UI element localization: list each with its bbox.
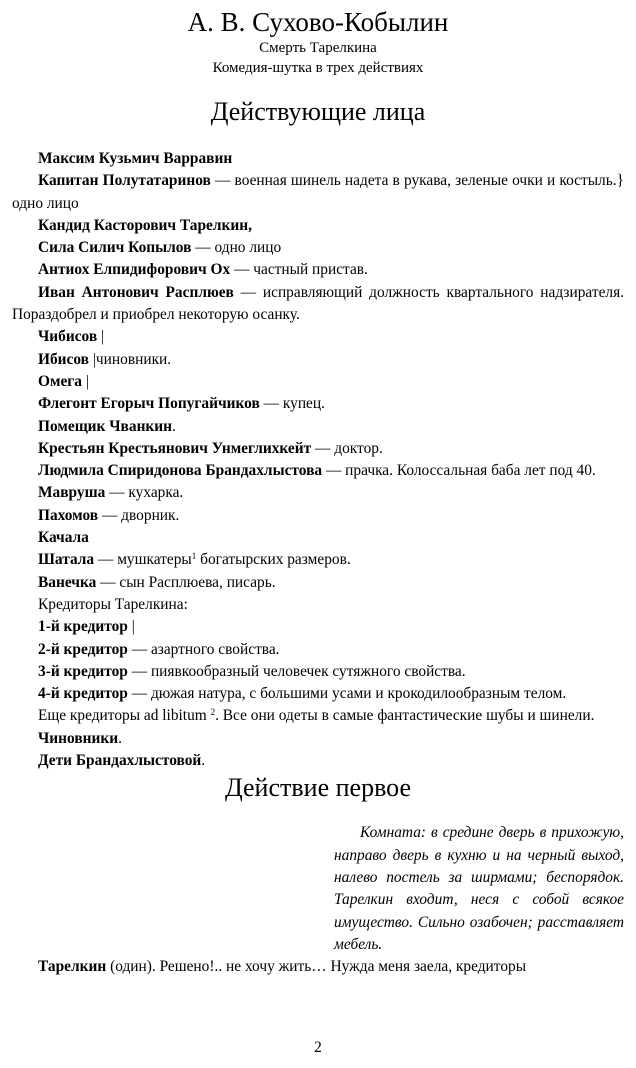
character-name: 3-й кредитор bbox=[38, 662, 128, 680]
character-description: — азартного свойства. bbox=[127, 640, 280, 658]
cast-entry bbox=[12, 460, 624, 482]
character-description-cont: богатырских размеров. bbox=[196, 551, 351, 569]
character-name: Антиох Елпидифорович Ох bbox=[38, 261, 231, 279]
footnote-mark: 2 bbox=[210, 707, 216, 718]
character-description: — исправляющий должность квартального надзирателя. Пораздобрел и приобрел некоторую осанку. bbox=[12, 283, 625, 324]
character-name: Капитан Полутатаринов bbox=[38, 172, 211, 190]
cast-heading: Действующие лица bbox=[210, 97, 426, 126]
cast-entry bbox=[12, 371, 624, 393]
character-description: — дюжая натура, с большими усами и крокодилообразным телом. bbox=[127, 685, 567, 703]
play-title: Смерть Тарелкина bbox=[259, 40, 377, 56]
character-description: — доктор. bbox=[311, 439, 383, 457]
cast-entry bbox=[12, 482, 624, 504]
character-description: | bbox=[81, 372, 89, 390]
character-name: Иван Антонович Расплюев bbox=[38, 283, 234, 301]
character-name: Пахомов bbox=[38, 506, 99, 524]
character-description: | bbox=[127, 618, 135, 636]
stage-direction: Комната: в средине дверь в прихожую, направо дверь в кухню и на черный выход, налево постель за ширмами; беспорядок. Тарелкин входит, неся с собой всякое имущество. Сильно озабочен; расставляет мебель. bbox=[334, 824, 624, 953]
character-description: — военная шинель надета в рукава, зеленые очки и костыль.} одно лицо bbox=[12, 172, 624, 212]
cast-entry bbox=[12, 572, 624, 594]
cast-entry bbox=[12, 215, 624, 237]
character-name: Ванечка bbox=[38, 573, 97, 591]
cast-entry bbox=[12, 505, 624, 527]
character-description: Еще кредиторы ad libitum bbox=[38, 707, 211, 725]
character-name: Омега bbox=[38, 372, 82, 390]
cast-list bbox=[12, 148, 624, 772]
cast-entry bbox=[12, 527, 624, 549]
cast-entry bbox=[12, 237, 624, 259]
cast-entry bbox=[12, 282, 624, 327]
character-name: Мавруша bbox=[38, 484, 106, 502]
cast-entry bbox=[12, 170, 624, 215]
cast-entry bbox=[12, 683, 624, 705]
character-description: — мушкатеры bbox=[94, 551, 192, 569]
cast-entry bbox=[12, 549, 624, 571]
cast-entry bbox=[12, 416, 624, 438]
character-name: Крестьян Крестьянович Унмеглихкейт bbox=[38, 439, 312, 457]
character-name: Чибисов bbox=[38, 328, 98, 346]
character-description: . bbox=[172, 417, 176, 435]
dialogue-text: (один). Решено!.. не хочу жить… Нужда меня заела, кредиторы bbox=[106, 958, 527, 976]
cast-entry bbox=[12, 259, 624, 281]
character-name: Качала bbox=[38, 529, 89, 547]
cast-entry bbox=[12, 661, 624, 683]
character-name: Флегонт Егорыч Попугайчиков bbox=[38, 395, 260, 413]
character-name: Кандид Касторович Тарелкин, bbox=[38, 216, 252, 234]
cast-entry bbox=[12, 349, 624, 371]
page-number: 2 bbox=[314, 1039, 322, 1056]
character-description: — пиявкообразный человечек сутяжного свойства. bbox=[127, 662, 466, 680]
character-name: Помещик Чванкин bbox=[38, 417, 173, 435]
cast-entry bbox=[12, 594, 624, 616]
character-description: — одно лицо bbox=[191, 239, 282, 257]
character-description: Кредиторы Тарелкина: bbox=[38, 595, 188, 613]
character-description: . bbox=[118, 729, 122, 747]
cast-entry bbox=[12, 438, 624, 460]
character-description: — сын Расплюева, писарь. bbox=[96, 573, 276, 591]
cast-entry bbox=[12, 148, 624, 170]
character-description: — купец. bbox=[259, 395, 325, 413]
cast-entry bbox=[12, 750, 624, 772]
character-description: | bbox=[97, 328, 105, 346]
character-name: Чиновники bbox=[38, 729, 119, 747]
character-name: Сила Силич Копылов bbox=[38, 239, 192, 257]
character-name: Дети Брандахлыстовой bbox=[38, 752, 202, 770]
cast-entry bbox=[12, 639, 624, 661]
character-description: — прачка. Колоссальная баба лет под 40. bbox=[322, 462, 596, 480]
act-heading: Действие первое bbox=[224, 773, 412, 803]
author-title: А. В. Сухово-Кобылин bbox=[187, 7, 449, 37]
cast-entry bbox=[12, 616, 624, 638]
character-description: — дворник. bbox=[98, 506, 180, 524]
footnote-mark: 1 bbox=[191, 551, 197, 562]
character-description: |чиновники. bbox=[89, 350, 172, 368]
speaker-name: Тарелкин bbox=[38, 958, 107, 976]
genre-subtitle: Комедия-шутка в трех действиях bbox=[212, 60, 424, 76]
character-name: 2-й кредитор bbox=[38, 640, 128, 658]
character-description: — кухарка. bbox=[105, 484, 184, 502]
cast-entry bbox=[12, 393, 624, 415]
dialogue-line bbox=[12, 956, 624, 978]
character-description-cont: . Все они одеты в самые фантастические шубы и шинели. bbox=[215, 707, 595, 725]
character-name: 4-й кредитор bbox=[38, 685, 128, 703]
character-name: Шатала bbox=[38, 551, 95, 569]
character-name: Ибисов bbox=[38, 350, 89, 368]
cast-entry bbox=[12, 326, 624, 348]
character-description: . bbox=[201, 752, 206, 770]
cast-entry bbox=[12, 728, 624, 750]
character-name: Максим Кузьмич Варравин bbox=[38, 150, 233, 167]
character-name: 1-й кредитор bbox=[38, 618, 128, 636]
character-name: Людмила Спиридонова Брандахлыстова bbox=[38, 462, 323, 480]
cast-entry bbox=[12, 705, 624, 727]
character-description: — частный пристав. bbox=[230, 261, 368, 279]
